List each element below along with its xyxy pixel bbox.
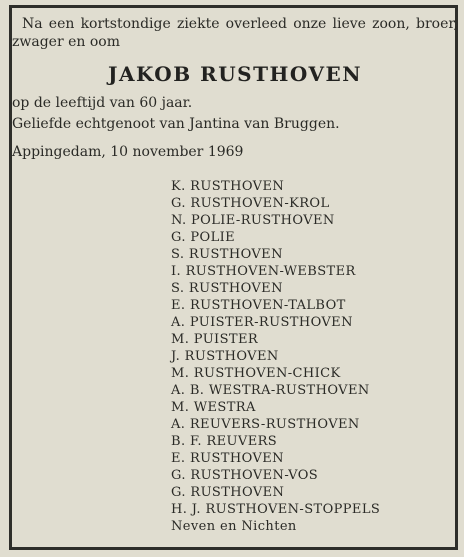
- family-member: B. F. REUVERS: [171, 434, 278, 449]
- spouse-line: Geliefde echtgenoot van Jantina van Bruggen.: [12, 116, 340, 132]
- family-member: G. RUSTHOVEN-KROL: [171, 196, 330, 211]
- family-member: E. RUSTHOVEN: [171, 451, 284, 466]
- notice-body: [12, 15, 458, 161]
- family-member: H. J. RUSTHOVEN-STOPPELS: [171, 502, 381, 517]
- family-member: J. RUSTHOVEN: [171, 349, 279, 364]
- family-member: G. RUSTHOVEN: [171, 485, 285, 500]
- notice-intro: Na een kortstondige ziekte overleed onze lieve zoon, broer, zwager en oom: [12, 16, 458, 50]
- family-member: N. POLIE-RUSTHOVEN: [171, 213, 335, 228]
- family-member: A. REUVERS-RUSTHOVEN: [171, 417, 360, 432]
- family-member: A. B. WESTRA-RUSTHOVEN: [171, 383, 370, 398]
- family-member: K. RUSTHOVEN: [171, 179, 285, 194]
- family-member: M. PUISTER: [171, 332, 259, 347]
- family-member: G. POLIE: [171, 230, 236, 245]
- family-member: I. RUSTHOVEN-WEBSTER: [171, 264, 356, 279]
- family-member: S. RUSTHOVEN: [171, 247, 283, 262]
- age-line: op de leeftijd van 60 jaar.: [12, 95, 193, 111]
- family-member: E. RUSTHOVEN-TALBOT: [171, 298, 346, 313]
- family-member: G. RUSTHOVEN-VOS: [171, 468, 319, 483]
- family-list: [171, 178, 380, 535]
- family-member: A. PUISTER-RUSTHOVEN: [171, 315, 353, 330]
- place-date: Appingedam, 10 november 1969: [12, 144, 244, 160]
- deceased-name: JAKOB RUSTHOVEN: [107, 62, 362, 86]
- family-closing: Neven en Nichten: [171, 519, 297, 534]
- family-member: M. RUSTHOVEN-CHICK: [171, 366, 341, 381]
- family-member: S. RUSTHOVEN: [171, 281, 283, 296]
- family-member: M. WESTRA: [171, 400, 256, 415]
